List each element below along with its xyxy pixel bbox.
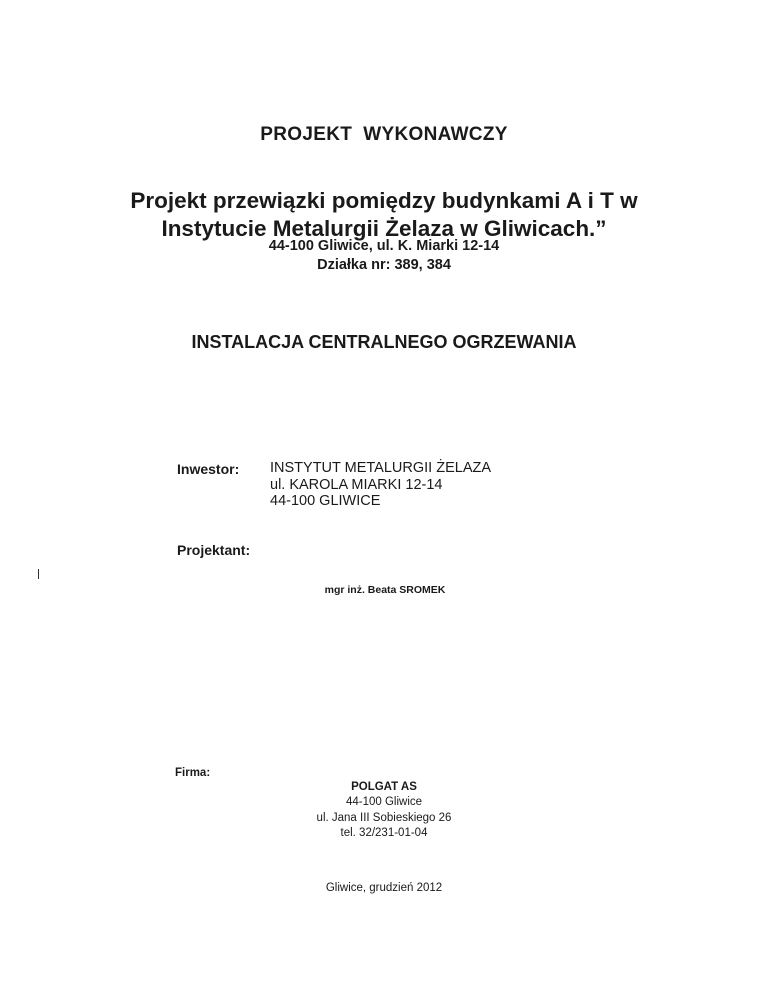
project-title-line-2: Instytucie Metalurgii Żelaza w Gliwicach.”: [161, 216, 607, 241]
company-details: [0, 780, 768, 841]
company-name: POLGAT AS: [351, 781, 417, 793]
project-title: [0, 187, 768, 243]
company-phone: tel. 32/231-01-04: [340, 826, 428, 839]
project-title-line-1: Projekt przewiązki pomiędzy budynkami A i T w: [130, 188, 638, 213]
company-street: ul. Jana III Sobieskiego 26: [316, 811, 452, 824]
stray-mark: [38, 569, 39, 579]
investor-street: ul. KAROLA MIARKI 12-14: [270, 476, 443, 493]
investor-label: Inwestor:: [177, 461, 240, 477]
investor-city: 44-100 GLIWICE: [270, 493, 381, 509]
company-city: 44-100 Gliwice: [345, 796, 423, 809]
section-title: INSTALACJA CENTRALNEGO OGRZEWANIA: [191, 332, 577, 352]
plot-number: Działka nr: 389, 384: [317, 257, 451, 273]
address-line: 44-100 Gliwice, ul. K. Miarki 12-14: [268, 238, 500, 254]
project-address: [0, 237, 768, 275]
place-and-date: Gliwice, grudzień 2012: [325, 882, 443, 894]
designer-name: mgr inż. Beata SROMEK: [324, 584, 446, 596]
designer-label: Projektant:: [177, 542, 251, 558]
company-label: Firma:: [175, 767, 211, 779]
investor-details: [270, 460, 491, 510]
document-type-heading: PROJEKT WYKONAWCZY: [260, 124, 508, 145]
investor-name: INSTYTUT METALURGII ŻELAZA: [270, 460, 492, 476]
